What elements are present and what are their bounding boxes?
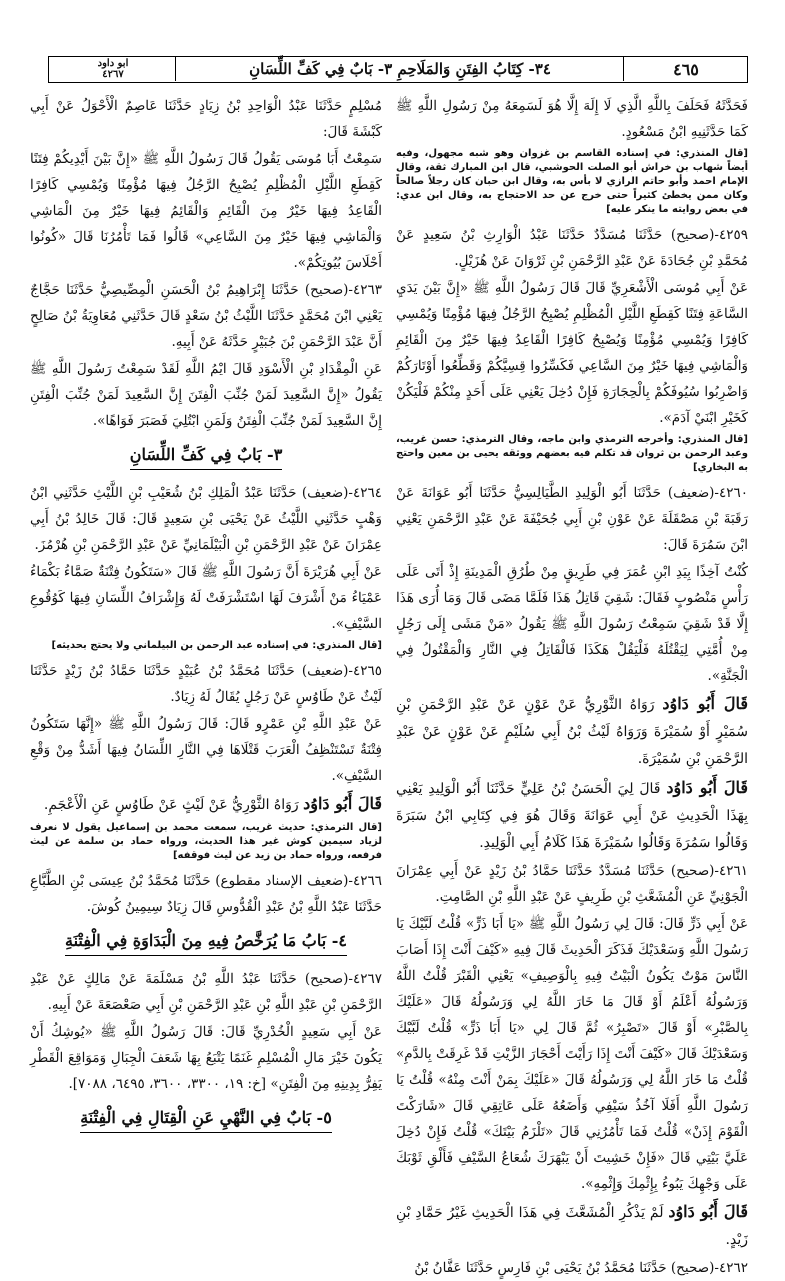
abu-dawud-label: قَالَ أَبُو دَاوُد [662,694,748,713]
hadith-isnad: ٤٢٦٦-(ضعيف الإسناد مقطوع) حَدَّثَنَا مُحَمَّدُ بْنُ عِيسَى بْنِ الطَّبَّاعِ حَدَّثَنَا عَبْدُ اللَّهِ بْنُ عَبْدِ الْقُدُّوسِ قَالَ زِيَادٌ سِيمِينُ كُوشَ. [30,873,382,915]
abu-dawud-remark-text: رَوَاهُ الثَّوْرِيُّ عَنْ لَيْثٍ عَنْ طَاوُسٍ عَنِ الْأَعْجَمِ. [43,797,304,813]
chapter-heading [30,1105,382,1133]
hadith-text: عَنِ الْمِقْدَادِ بْنِ الْأَسْوَدِ قَالَ ايْمُ اللَّهِ لَقَدْ سَمِعْتُ رَسُولَ اللَّهِ ﷺ يَقُولُ «إِنَّ السَّعِيدَ لَمَنْ جُنِّبَ الْفِتَنَ إِنَّ السَّعِيدَ لَمَنْ جُنِّبَ الْفِتَنِ إِنَّ السَّعِيدَ لَمَنْ جُنِّبَ الْفِتَنُ وَلَمَنِ ابْتُلِيَ فَصَبَرَ فَوَاهًا». [30,361,382,429]
hadith-text: مُسْلِمٍ حَدَّثَنَا عَبْدُ الْوَاحِدِ بْنُ زِيَادٍ حَدَّثَنَا عَاصِمٌ الْأَحْوَلُ عَنْ أَبِي كَبْشَةَ قَالَ: [30,98,382,140]
hadith-isnad: ٤٢٦٠-(ضعيف) حَدَّثَنَا أَبُو الْوَلِيدِ الطَّيَالِسِيُّ حَدَّثَنَا أَبُو عَوَانَةَ عَنْ رَقَبَةَ بْنِ مَصْقَلَةَ عَنْ عَوْنِ بْنِ أَبِي جُحَيْفَةَ عَنْ عَبْدِ الرَّحْمَنِ يَعْنِي ابْنَ سَمُرَةَ قَالَ: [396,485,748,553]
header-divider [175,57,176,81]
hadith-text: عَنْ أَبِي سَعِيدٍ الْخُدْرِيِّ قَالَ: قَالَ رَسُولُ اللَّهِ ﷺ «يُوشِكُ أَنْ يَكُونَ خَيْرَ مَالِ الْمُسْلِمِ غَنَمًا يَتْبَعُ بِهَا شَعَفَ الْجِبَالِ وَمَوَاقِعَ الْقَطْرِ يَفِرُّ بِدِينِهِ مِنَ الْفِتَنِ» [خ: ١٩، ٣٣٠٠، ٣٦٠٠، ٦٤٩٥، ٧٠٨٨]. [30,1024,382,1092]
hadith-text: عَنْ أَبِي ذَرٍّ قَالَ: قَالَ لِي رَسُولُ اللَّهِ ﷺ «يَا أَبَا ذَرٍّ» قُلْتُ لَبَّيْكَ يَا رَسُولَ اللَّهِ وَسَعْدَيْكَ فَذَكَرَ الْحَدِيثَ قَالَ فِيهِ «كَيْفَ أَنْتَ إِذَا أَصَابَ النَّاسَ مَوْتٌ يَكُونُ الْبَيْتُ فِيهِ بِالْوَصِيفِ» يَعْنِي الْقَبْرَ قُلْتُ اللَّهُ وَرَسُولُهُ أَعْلَمُ أَوْ قَالَ مَا خَارَ اللَّهُ لِي وَرَسُولُهُ قَالَ «عَلَيْكَ بِالصَّبْرِ» أَوْ قَالَ «تَصْبِرُ» ثُمَّ قَالَ لِي «يَا أَبَا ذَرٍّ» قُلْتُ لَبَّيْكَ وَسَعْدَيْكَ قَالَ «كَيْفَ أَنْتَ إِذَا رَأَيْتَ أَحْجَارَ الزَّيْتِ قَدْ غَرِقَتْ بِالدَّمِ» قُلْتُ مَا خَارَ اللَّهُ لِي وَرَسُولُهُ قَالَ «عَلَيْكَ بِمَنْ أَنْتَ مِنْهُ» قُلْتُ يَا رَسُولَ اللَّهِ أَفَلَا آخُذُ سَيْفِي وَأَضَعُهُ عَلَى عَاتِقِي قَالَ «شَارَكْتَ الْقَوْمَ إِذَنْ» قُلْتُ فَمَا تَأْمُرُنِي قَالَ «تَلْزَمُ بَيْتَكَ» قُلْتُ فَإِنْ دُخِلَ عَلَيَّ بَيْتِي قَالَ «فَإِنْ خَشِيتَ أَنْ يَبْهَرَكَ شُعَاعُ السَّيْفِ فَأَلْقِ ثَوْبَكَ عَلَى وَجْهِكَ يَبُوءُ بِإِثْمِكَ وَإِثْمِهِ». [396,916,748,1192]
hadith-text: كُنْتُ آخِذًا بِيَدِ ابْنِ عُمَرَ فِي طَرِيقٍ مِنْ طُرُقِ الْمَدِينَةِ إِذْ أَتَى عَلَى رَأْسٍ مَنْصُوبٍ فَقَالَ: شَقِيَ قَاتِلُ هَذَا فَلَمَّا مَضَى قَالَ وَمَا أُرَى هَذَا إِلَّا قَدْ شَقِيَ سَمِعْتُ رَسُولَ اللَّهِ ﷺ يَقُولُ «مَنْ مَشَى إِلَى رَجُلٍ مِنْ أُمَّتِي لِيَقْتُلَهُ فَلْيَقُلْ هَكَذَا فَالْقَاتِلُ فِي النَّارِ وَالْمَقْتُولُ فِي الْجَنَّةِ». [396,564,748,684]
volume-reference: ٤٢٦٧ [102,69,124,80]
abu-dawud-remark-text: لَمْ يَذْكُرِ الْمُشَعَّثَ فِي هَذَا الْحَدِيثِ غَيْرُ حَمَّادِ بْنِ زَيْدٍ. [396,1205,748,1248]
hadith-isnad: ٤٢٦٢-(صحيح) حَدَّثَنَا مُحَمَّدُ بْنُ يَحْيَى بْنِ فَارِسٍ حَدَّثَنَا عَفَّانُ بْنُ [414,1260,748,1276]
commentary-note: [قال الترمذي: حديث غريب، سمعت محمد بن إسماعيل يقول لا نعرف لزياد سيمين كوش غير هذا الحديث، ورواه حماد بن سلمة عن ليث فرفعه، ورواه حماد بن زيد عن ليث فوقفه] [30,822,382,861]
chapter-heading-text: ٣- بَابٌ فِي كَفِّ اللِّسَانِ [130,442,283,470]
chapter-heading [30,442,382,470]
running-header [48,56,748,83]
hadith-text: عَنْ عَبْدِ اللَّهِ بْنِ عَمْرٍو قَالَ: قَالَ رَسُولُ اللَّهِ ﷺ «إِنَّهَا سَتَكُونُ فِتْنَةٌ تَسْتَنْظِفُ الْعَرَبَ قَتْلَاهَا فِي النَّارِ اللِّسَانُ فِيهَا أَشَدُّ مِنْ وَقْعِ السَّيْفِ». [30,716,382,784]
hadith-isnad: ٤٢٦٥-(ضعيف) حَدَّثَنَا مُحَمَّدُ بْنُ عُبَيْدٍ حَدَّثَنَا حَمَّادُ بْنُ زَيْدٍ حَدَّثَنَا لَيْثٌ عَنْ طَاوُسٍ عَنْ رَجُلٍ يُقَالُ لَهُ زِيَادٌ. [30,663,382,705]
commentary-note: [قال المنذري: في إسناده القاسم بن غزوان وهو شبه مجهول، وفيه أيضاً شهاب بن خراش أبو الصلت الحوشبي، قال ابن المبارك ثقة، وقال الإمام احمد وأبو حاتم الرازي لا بأس به، وقال ابن حبان كان رجلاً صالحاً وكان ممن يخطئ كثيراً حتى خرج عن حد الاحتجاج به، وقال ابن عدي: في بعض روايته ما ينكر عليه] [396,148,748,215]
hadith-isnad: ٤٢٥٩-(صحيح) حَدَّثَنَا مُسَدَّدٌ حَدَّثَنَا عَبْدُ الْوَارِثِ بْنُ سَعِيدٍ عَنْ مُحَمَّدِ بْنِ جُحَادَةَ عَنْ عَبْدِ الرَّحْمَنِ بْنِ ثَرْوَانَ عَنْ هُزَيْلٍ. [396,227,748,269]
hadith-isnad: ٤٢٦١-(صحيح) حَدَّثَنَا مُسَدَّدٌ حَدَّثَنَا حَمَّادُ بْنُ زَيْدٍ عَنْ أَبِي عِمْرَانَ الْجَوْنِيِّ عَنِ الْمُشَعَّثِ بْنِ طَرِيفٍ عَنْ عَبْدِ اللَّهِ بْنِ الصَّامِتِ. [396,863,748,905]
hadith-isnad: ٤٢٦٧-(صحيح) حَدَّثَنَا عَبْدُ اللَّهِ بْنُ مَسْلَمَةَ عَنْ مَالِكٍ عَنْ عَبْدِ الرَّحْمَنِ بْنِ عَبْدِ اللَّهِ بْنِ عَبْدِ الرَّحْمَنِ بْنِ أَبِي صَعْصَعَةَ عَنْ أَبِيهِ. [30,971,382,1013]
abu-dawud-remark-text: رَوَاهُ الثَّوْرِيُّ عَنْ عَوْنٍ عَنْ عَبْدِ الرَّحْمَنِ بْنِ سُمَيْرٍ أَوْ سُمَيْرَةَ وَرَوَاهُ لَيْثُ بْنُ أَبِي سُلَيْمٍ عَنْ عَوْنٍ عَنْ عَبْدِ الرَّحْمَنِ بْنِ سُمَيْرَةَ. [396,697,748,767]
abu-dawud-label: قَالَ أَبُو دَاوُد [303,794,382,813]
header-divider [623,57,624,81]
hadith-text: سَمِعْتُ أَبَا مُوسَى يَقُولُ قَالَ رَسُولُ اللَّهِ ﷺ «إِنَّ بَيْنَ أَيْدِيكُمْ فِتَنًا كَقِطَعِ اللَّيْلِ الْمُظْلِمِ يُصْبِحُ الرَّجُلُ فِيهَا مُؤْمِنًا وَيُمْسِي كَافِرًا الْقَاعِدُ فِيهَا خَيْرٌ مِنَ الْقَائِمِ وَالْقَائِمُ فِيهَا خَيْرٌ مِنَ الْمَاشِي وَالْمَاشِي فِيهَا خَيْرٌ مِنَ السَّاعِي» قَالُوا فَمَا تَأْمُرُنَا قَالَ «كُونُوا أَحْلَاسَ بُيُوتِكُمْ». [30,151,382,271]
header-reference [51,57,175,81]
chapter-heading-text: ٤- بَابُ مَا يُرَخَّصُ فِيهِ مِنَ الْبَدَاوَةِ فِي الْفِتْنَةِ [65,928,347,956]
abu-dawud-label: قَالَ أَبُو دَاوُد [668,1202,748,1221]
commentary-note: [قال المنذري: وأخرجه الترمذي وابن ماجه، وقال الترمذي: حسن غريب، وعبد الرحمن بن ثروان قد تكلم فيه بعضهم ووثقه يحيى بن معين واحتج به البخاري] [396,434,748,473]
abu-dawud-remark [30,790,382,819]
commentary-note: [قال المنذري: في إسناده عبد الرحمن بن البيلماني ولا يحتج بحديثه] [51,640,382,651]
text-column-right [396,93,748,1276]
hadith-text: عَنْ أَبِي مُوسَى الْأَشْعَرِيِّ قَالَ قَالَ رَسُولُ اللَّهِ ﷺ «إِنَّ بَيْنَ يَدَيِ السَّاعَةِ فِتَنًا كَقِطَعِ اللَّيْلِ الْمُظْلِمِ يُصْبِحُ الرَّجُلُ فِيهَا مُؤْمِنًا وَيُمْسِي كَافِرًا وَيُمْسِي مُؤْمِنًا وَيُصْبِحُ كَافِرًا الْقَاعِدُ فِيهَا خَيْرٌ مِنَ الْقَائِمِ وَالْمَاشِي فِيهَا خَيْرٌ مِنَ السَّاعِي فَكَسِّرُوا قِسِيَّكُمْ وَقَطِّعُوا أَوْتَارَكُمْ وَاضْرِبُوا سُيُوفَكُمْ بِالْحِجَارَةِ فَإِنْ دُخِلَ يَعْنِي عَلَى أَحَدٍ مِنْكُمْ فَلْيَكُنْ كَخَيْرِ ابْنَيْ آدَمَ». [396,280,748,426]
abu-dawud-remark [396,1198,748,1254]
book-name: ابو داود [97,58,129,69]
hadith-text: فَحَدَّثَهُ فَحَلَفَ بِاللَّهِ الَّذِي لَا إِلَهَ إِلَّا هُوَ لَسَمِعَهُ مِنْ رَسُولِ اللَّهِ ﷺ كَمَا حَدَّثَنِيهِ ابْنُ مَسْعُودٍ. [396,98,748,140]
header-title: ٣٤- كِتَابُ الفِتَنِ وَالمَلَاحِمِ ٣- بَابٌ فِي كَفِّ اللِّسَانِ [249,60,551,78]
text-column-left [30,93,382,1127]
hadith-isnad: ٤٢٦٣-(صحيح) حَدَّثَنَا إِبْرَاهِيمُ بْنُ الْحَسَنِ الْمِصِّيصِيُّ حَدَّثَنَا حَجَّاجٌ يَعْنِي ابْنَ مُحَمَّدٍ حَدَّثَنَا اللَّيْثُ بْنُ سَعْدٍ قَالَ حَدَّثَنِي مُعَاوِيَةُ بْنُ صَالِحٍ أَنَّ عَبْدَ الرَّحْمَنِ بْنَ جُبَيْرٍ حَدَّثَهُ عَنْ أَبِيهِ. [30,282,382,350]
abu-dawud-remark [396,690,748,773]
chapter-heading-text: ٥- بَابٌ فِي النَّهْيِ عَنِ الْقِتَالِ فِي الْفِتْنَةِ [80,1105,332,1133]
page-number: ٤٦٥ [673,59,699,79]
chapter-heading [30,928,382,956]
abu-dawud-label: قَالَ أَبُو دَاوُد [666,778,748,797]
abu-dawud-remark-text: قَالَ لِيَ الْحَسَنُ بْنُ عَلِيٍّ حَدَّثَنَا أَبُو الْوَلِيدِ يَعْنِي بِهَذَا الْحَدِيثِ عَنْ أَبِي عَوَانَةَ وَقَالَ هُوَ فِي كِتَابِي ابْنُ سَبَرَةَ وَقَالُوا سَمُرَةَ وَقَالُوا سُمَيْرَةَ هَذَا كَلَامُ أَبِي الْوَلِيدِ. [396,781,748,851]
abu-dawud-remark [396,774,748,857]
hadith-text: عَنْ أَبِي هُرَيْرَةَ أَنَّ رَسُولَ اللَّهِ ﷺ قَالَ «سَتَكُونُ فِتْنَةٌ صَمَّاءُ بَكْمَاءُ عَمْيَاءُ مَنْ أَشْرَفَ لَهَا اسْتَشْرَفَتْ لَهُ وَإِشْرَافُ اللِّسَانِ فِيهَا كَوُقُوعِ السَّيْفِ». [30,564,382,632]
hadith-isnad: ٤٢٦٤-(ضعيف) حَدَّثَنَا عَبْدُ الْمَلِكِ بْنُ شُعَيْبِ بْنِ اللَّيْثِ حَدَّثَنِي ابْنُ وَهْبٍ حَدَّثَنِي اللَّيْثُ عَنْ يَحْيَى بْنِ سَعِيدٍ قَالَ: قَالَ خَالِدُ بْنُ أَبِي عِمْرَانَ عَنْ عَبْدِ الرَّحْمَنِ بْنِ الْبَيْلَمَانِيِّ عَنْ عَبْدِ الرَّحْمَنِ بْنِ هُرْمُزَ. [30,485,382,553]
